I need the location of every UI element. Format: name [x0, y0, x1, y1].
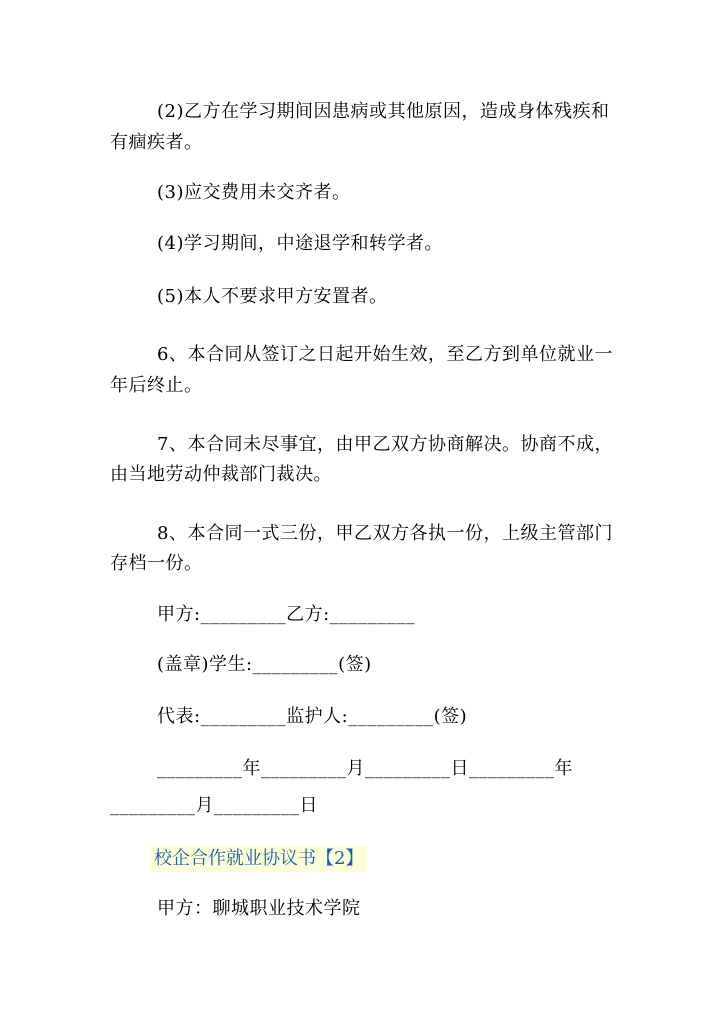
section-heading: 校企合作就业协议书【2】 — [150, 846, 367, 872]
signature-date-line-1: _________年_________月_________日_________年 — [157, 758, 573, 779]
clause-5-2-line-2: 有痼疾者。 — [110, 132, 203, 153]
party-a-line: 甲方：聊城职业技术学院 — [157, 898, 361, 919]
clause-7-line-1: 7、本合同未尽事宜，由甲乙双方协商解决。协商不成， — [157, 434, 613, 455]
signature-representative: 代表:_________监护人:_________(签) — [157, 706, 468, 727]
signature-date-line-2: _________月_________日 — [110, 795, 318, 816]
signature-parties: 甲方:_________乙方:_________ — [157, 604, 416, 625]
signature-student: (盖章)学生:_________(签) — [157, 654, 372, 675]
clause-6-line-1: 6、本合同从签订之日起开始生效，至乙方到单位就业一 — [157, 344, 613, 365]
clause-7-line-2: 由当地劳动仲裁部门裁决。 — [110, 464, 332, 485]
clause-5-4: (4)学习期间，中途退学和转学者。 — [157, 233, 443, 254]
clause-8-line-2: 存档一份。 — [110, 553, 203, 574]
clause-5-2-line-1: (2)乙方在学习期间因患病或其他原因，造成身体残疾和 — [157, 101, 610, 122]
clause-5-5: (5)本人不要求甲方安置者。 — [157, 286, 388, 307]
clause-5-3: (3)应交费用未交齐者。 — [157, 182, 351, 203]
clause-6-line-2: 年后终止。 — [110, 375, 203, 396]
clause-8-line-1: 8、本合同一式三份，甲乙双方各执一份，上级主管部门 — [157, 523, 613, 544]
